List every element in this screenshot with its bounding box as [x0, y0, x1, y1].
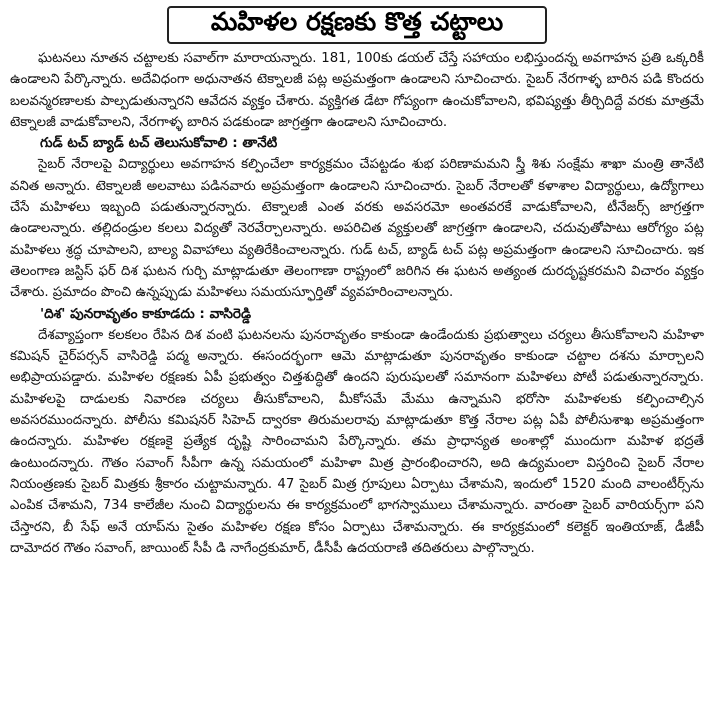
article-body: [10, 48, 704, 559]
subheading: గుడ్ టచ్ బ్యాడ్ టచ్ తెలుసుకోవాలి : తానేటి: [40, 135, 278, 152]
paragraph: సైబర్ నేరాలపై విద్యార్థులు అవగాహన కల్పించేలా కార్యక్రమం చేపట్టడం శుభ పరిణామమని స్త్రీ శిశు సంక్షేమ శాఖా మంత్రి తానేటి వనిత అన్నారు. టెక్నాలజీ అలవాటు పడినవారు అప్రమత్తంగా ఉండాలని సూచించారు. సైబర్ నేరాలతో కళాశాల విద్యార్థులు, ఉద్యోగాలు చేసే మహిళలు ఇబ్బంది పడుతున్నారన్నారు. టెక్నాలజీ ఎంత వరకు అవసరమో అంతవరకే వాడుకోవాలని, టీనేజర్స్ జాగ్రత్తగా ఉండాలన్నారు. తల్లిదండ్రుల కలలు విద్యతో నెరవేర్చాలన్నారు. అపరిచిత వ్యక్తులతో జాగ్రత్తగా ఉండాలని, చదువుతోపాటు ఆరోగ్యం పట్ల మహిళలు శ్రద్ధ చూపాలని, బాల్య వివాహాలు వ్యతిరేకించాలన్నారు. గుడ్ టచ్, బ్యాడ్ టచ్ పట్ల అప్రమత్తంగా ఉండాలని సూచించారు. ఇక తెలంగాణ జస్టిస్ ఫర్ దిశ ఘటన గుర్చి మాట్లాడుతూ తెలంగాణా రాష్ట్రంలో జరిగిన ఈ ఘటన అత్యంత దురదృష్టకరమని విచారం వ్యక్తం చేశారు. ప్రమాదం పొంచి ఉన్నప్పుడు మహిళలు సమయస్ఫూర్తితో వ్యవహరించాలన్నారు.: [10, 157, 704, 301]
subheading: 'దిశ' పునరావృతం కాకూడదు : వాసిరెడ్డి: [40, 305, 252, 322]
paragraph: ఘటనలు నూతన చట్టాలకు సవాల్‌గా మారాయన్నారు. 181, 100కు డయల్ చేస్తే సహాయం లభిస్తుందన్న అవగాహన ప్రతి ఒక్కరికీ ఉండాలని పేర్కొన్నారు. అదేవిధంగా అధునాతన టెక్నాలజీ పట్ల అప్రమత్తంగా ఉండాలని సూచించారు. సైబర్ నేరగాళ్ళ బారిన పడి కొందరు బలవన్మరణాలకు పాల్పడుతున్నారని ఆవేదన వ్యక్తం చేశారు. వ్యక్తిగత డేటా గోప్యంగా ఉంచుకోవాలని, భవిష్యత్తు తీర్చిదిద్దే వరకు మాత్రమే టెక్నాలజీ వాడుకోవాలని, నేరగాళ్ళ బారిన పడకుండా జాగ్రత్తగా ఉండాలని సూచించారు.: [10, 51, 704, 130]
paragraph: దేశవ్యాప్తంగా కలకలం రేపిన దిశ వంటి ఘటనలను పునరావృతం కాకుండా ఉండేందుకు ప్రభుత్వాలు చర్యలు తీసుకోవాలని మహిళా కమిషన్ చైర్‌పర్సన్ వాసిరెడ్డి పద్మ అన్నారు. ఈసందర్భంగా ఆమె మాట్లాడుతూ పునరావృతం కాకుండా చట్టాల దశను మార్చాలని అభిప్రాయపడ్డారు. మహిళల రక్షణకు ఏపీ ప్రభుత్వం చిత్తశుద్ధితో ఉందని పురుషులతో సమానంగా మహిళలు పోటీ పడుతున్నారన్నారు. మహిళలపై దాడులకు నివారణ చర్యలు తీసుకోవాలని, మీకోసమే మేము ఉన్నామని భరోసా మహిళలకు కల్పించాల్సిన అవసరముందన్నారు. పోలీసు కమిషనర్ సిహెచ్ ద్వారకా తిరుమలరావు మాట్లాడుతూ కొత్త నేరాల పట్ల ఏపీ పోలీసుశాఖ అప్రమత్తంగా ఉందన్నారు. మహిళల రక్షణకై ప్రత్యేక దృష్టి సారించామని పేర్కొన్నారు. తమ ప్రాధాన్యత అంశాల్లో ముందుగా మహిళ భద్రతే ఉంటుందన్నారు. గౌతం సవాంగ్ సీపీగా ఉన్న సమయంలో మహిళా మిత్ర ప్రారంభించారని, అది ఉద్యమంలా విస్తరించి సైబర్ నేరాల నియంత్రణకు సైబర్ మిత్రకు శ్రీకారం చుట్టామన్నారు. 47 సైబర్ మిత్ర గ్రూపులు ఏర్పాటు చేశామని, ఇందులో 1520 మంది వాలంటీర్స్‌ను ఎంపిక చేశామని, 734 కాలేజీల నుంచి విద్యార్థులను ఈ కార్యక్రమంలో భాగస్వాములు చేశామన్నారు. వారంతా సైబర్ వారియర్స్‌గా పని చేస్తారని, బీ సేఫ్ అనే యాప్‌ను సైతం మహిళల రక్షణ కోసం ఏర్పాటు చేశామన్నారు. ఈ కార్యక్రమంలో కలెక్టర్ ఇంతియాజ్, డీజీపీ దామోదర గౌతం సవాంగ్, జాయింట్ సీపీ డి నాగేంద్రకుమార్, డీసీపీ ఉదయరాణి తదితరులు పాల్గొన్నారు.: [10, 327, 704, 556]
headline: మహిళల రక్షణకు కొత్త చట్టాలు: [167, 6, 547, 44]
